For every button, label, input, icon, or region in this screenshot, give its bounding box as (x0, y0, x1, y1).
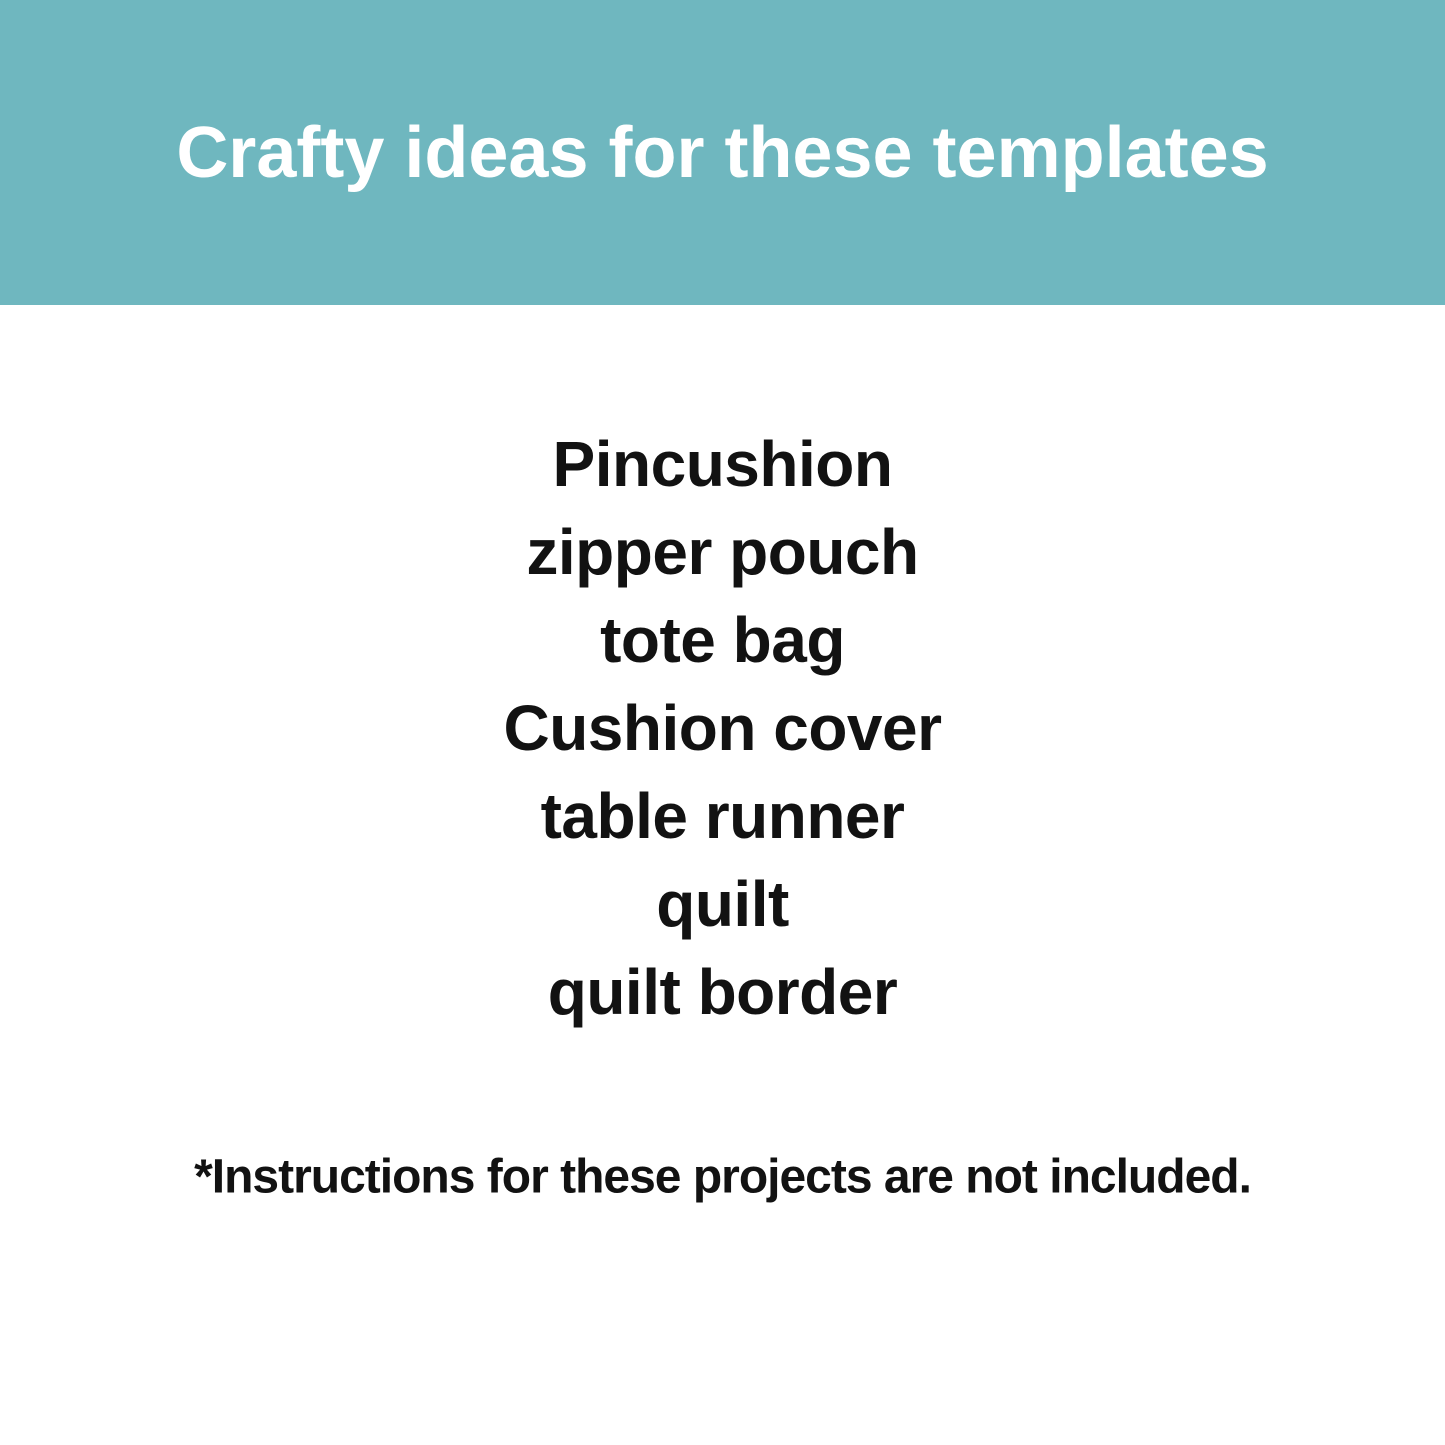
banner (0, 0, 1445, 305)
page-title: Crafty ideas for these templates (176, 112, 1269, 193)
footnote: *Instructions for these projects are not included. (194, 1150, 1251, 1204)
list-item: quilt (656, 868, 789, 940)
list-item: Pincushion (552, 428, 893, 500)
list-item: zipper pouch (526, 516, 919, 588)
ideas-list (0, 420, 1445, 1036)
list-item: table runner (540, 780, 905, 852)
list-item: quilt border (547, 956, 898, 1028)
list-item: Cushion cover (503, 692, 942, 764)
list-item: tote bag (600, 604, 845, 676)
